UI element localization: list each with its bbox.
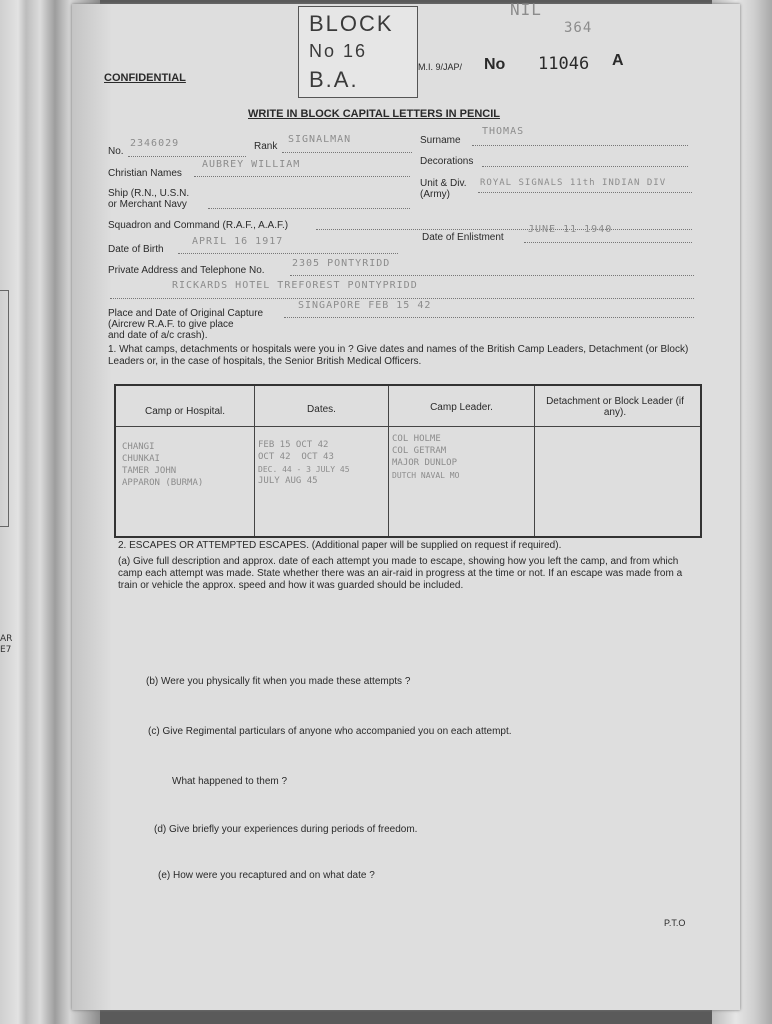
field-christian-names-value: AUBREY WILLIAM (202, 159, 301, 170)
camps-table (114, 384, 702, 538)
header-camp-leader: Camp Leader. (430, 402, 493, 413)
serial-suffix: A (612, 52, 624, 69)
underlying-card-edge (0, 290, 9, 527)
cell-dates-4: JULY AUG 45 (258, 476, 318, 486)
field-capture-value: SINGAPORE FEB 15 42 (298, 300, 432, 311)
cell-dates-1: FEB 15 OCT 42 (258, 440, 329, 450)
field-address-label: Private Address and Telephone No. (108, 265, 265, 276)
annotation-nil: NIL (510, 0, 542, 19)
question-2a: (a) Give full description and approx. date of each attempt you made to escape, showing how you left the camp, and from which camp each attempt was made. State whether there was an air-raid in progress at the time or not. If an escape was made from a train or vehicle the approx. speed and how it was guarded should be included. (118, 556, 683, 591)
field-number-value: 2346029 (130, 138, 180, 149)
question-2d: (d) Give briefly your experiences during periods of freedom. (154, 824, 418, 835)
field-unit-value: ROYAL SIGNALS 11th INDIAN DIV (480, 178, 667, 188)
page-binding-shadow (72, 4, 112, 1010)
cell-leader-1: COL HOLME (392, 434, 441, 444)
field-number-label: No. (108, 146, 124, 157)
stamp-line-1: BLOCK (309, 11, 394, 36)
field-decorations-label: Decorations (420, 156, 474, 167)
cell-dates-2: OCT 42 OCT 43 (258, 452, 334, 462)
question-2b: (b) Were you physically fit when you made these attempts ? (146, 676, 411, 687)
field-birth-label: Date of Birth (108, 244, 164, 255)
cell-leader-4: DUTCH NAVAL MO (392, 471, 460, 480)
number-label: No (484, 56, 506, 73)
field-surname-label: Surname (420, 135, 461, 146)
field-capture-label: Place and Date of Original Capture (Aircrew R.A.F. to give place and date of a/c crash). (108, 308, 264, 341)
field-ship-label: Ship (R.N., U.S.N. or Merchant Navy (108, 188, 190, 210)
cell-dates-3: DEC. 44 - 3 JULY 45 (258, 465, 350, 474)
field-unit-label: Unit & Div. (Army) (420, 178, 467, 200)
stamp-line-2: No 16 (309, 41, 368, 61)
cell-camp-3: TAMER JOHN (122, 466, 177, 476)
cell-camp-2: CHUNKAI (122, 454, 160, 464)
pencil-instruction: WRITE IN BLOCK CAPITAL LETTERS IN PENCIL (248, 108, 500, 120)
question-2c: (c) Give Regimental particulars of anyone who accompanied you on each attempt. (148, 726, 512, 737)
form-reference: M.I. 9/JAP/ (418, 62, 463, 72)
field-surname-value: THOMAS (482, 126, 525, 137)
question-2e: (e) How were you recaptured and on what date ? (158, 870, 375, 881)
underlying-page-text: AR E7 (0, 634, 13, 655)
field-birth-value: APRIL 16 1917 (192, 236, 284, 247)
question-2c-followup: What happened to them ? (172, 776, 288, 787)
header-dates: Dates. (307, 404, 336, 415)
field-christian-names-label: Christian Names (108, 168, 182, 179)
stamp-line-3: B.A. (309, 67, 359, 92)
field-rank-label: Rank (254, 141, 278, 152)
cell-camp-4: APPARON (BURMA) (122, 478, 204, 488)
annotation-number: 364 (564, 20, 593, 36)
pto-label: P.T.O (664, 918, 686, 928)
question-1: 1. What camps, detachments or hospitals were you in ? Give dates and names of the British Camp Leaders, Detachment (or Block) Leaders or, in the case of hospitals, the Senior British Medical Officers. (108, 344, 689, 367)
serial-number: 11046 (538, 54, 590, 74)
cell-leader-2: COL GETRAM (392, 446, 447, 456)
document-page (72, 0, 740, 1010)
block-stamp (298, 6, 418, 98)
header-detachment: Detachment or Block Leader (if any). (546, 396, 684, 418)
field-rank-value: SIGNALMAN (288, 134, 352, 145)
field-address-value: RICKARDS HOTEL TREFOREST PONTYPRIDD (172, 280, 418, 291)
field-squadron-label: Squadron and Command (R.A.F., A.A.F.) (108, 220, 289, 231)
header-camp: Camp or Hospital. (144, 406, 226, 417)
question-2-heading: 2. ESCAPES OR ATTEMPTED ESCAPES. (Additional paper will be supplied on request if required). (118, 540, 562, 551)
cell-camp-1: CHANGI (122, 442, 155, 452)
cell-leader-3: MAJOR DUNLOP (392, 458, 458, 468)
field-enlistment-value: JUNE 11 1940 (528, 224, 613, 235)
field-enlistment-label: Date of Enlistment (422, 232, 504, 243)
field-telephone-value: 2305 PONTYRIDD (292, 258, 391, 269)
confidential-label: CONFIDENTIAL (104, 72, 186, 84)
